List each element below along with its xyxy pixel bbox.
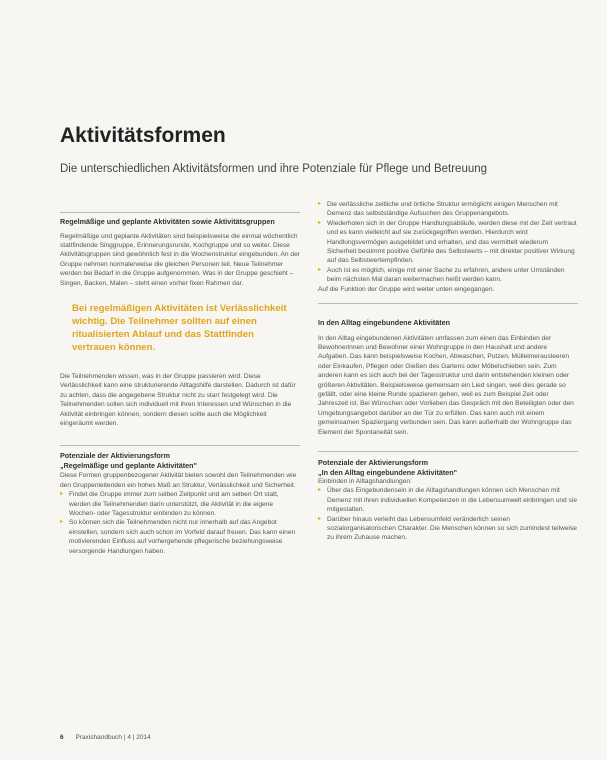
- divider: [60, 212, 300, 213]
- body-paragraph: Die Teilnehmenden wissen, was in der Gruppe passieren wird. Diese Verlässlichkeit kann eine strukturierende Alltagshilfe darstellen. Dadurch ist dafür zu achten, dass die angegebene Struktur nicht zu starr festgelegt wird. Die Teilnehmenden sollen sich individuell mit ihren Interessen und Wünschen in die Aktivität einbringen können, sondern diesen sollte auch die Möglichkeit eingeräumt werden.: [60, 372, 296, 427]
- page-subtitle: Die unterschiedlichen Aktivitätsformen und ihre Potenziale für Pflege und Betreuung: [60, 163, 488, 175]
- body-paragraph: Regelmäßige und geplante Aktivitäten sind beispielsweise die einmal wöchentlich stattfindende Singgruppe, Erinnerungsrunde, Kochgruppe und so weiter. Diese Aktivitätsgruppen sind gewöhnlich fest in die Wochenstruktur eingebunden. An der Gruppe nehmen normalerweise die gleichen Personen teil. Neue Teilnehmer werden bei Bedarf in die Gruppe aufgenommen. Was in der Gruppe geschieht – Singen, Backen, Malen – steht einen vorher fixen Rahmen dar.: [60, 232, 300, 287]
- box-paragraph: Einbinden in Alltagshandlungen:: [318, 478, 412, 486]
- left-column: [60, 212, 300, 556]
- page-footer: [60, 734, 151, 741]
- callout-quote: Bei regelmäßigen Aktivitäten ist Verlässlichkeit wichtig. Die Teilnehmer sollten auf einen ritualisierten Ablauf und das Stattfinden vertrauen können.: [72, 302, 287, 353]
- section-heading-daily-activities: In den Alltag eingebundene Aktivitäten: [318, 318, 451, 328]
- page-number: 6: [60, 734, 64, 741]
- box-paragraph: Diese Formen gruppenbezogener Aktivität bieten sowohl den Teilnehmenden wie den Gruppenleitenden ein hohes Maß an Struktur, Verlässlichkeit und Sicherheit.: [60, 472, 297, 489]
- publication-source: Praxishandbuch | 4 | 2014: [75, 734, 151, 741]
- box-title: „Regelmäßige und geplante Aktivitäten": [60, 460, 197, 470]
- list-item: ▸ Über das Eingebundensein in die Alltagshandlungen können sich Menschen mit Demenz mit ihren individuellen Kompetenzen in die Lebensumwelt einbringen und sie mitgestalten.: [318, 486, 578, 514]
- list-item: ▸ Findet die Gruppe immer zum selben Zeitpunkt und am selben Ort statt, werden die Teilnehmenden darin unterstützt, die Aktivität in die eigene Wochen- oder Tagesstruktur einbinden zu können.: [60, 490, 300, 518]
- divider: [318, 303, 578, 304]
- potential-box: [60, 446, 300, 556]
- list-item: ▸ Darüber hinaus verleiht das Lebensumfeld veränderlich seinen sozialorganisatorischen Charakter. Die Menschen können so sich zumindest teilweise zu ihrem Zuhause machen.: [318, 515, 578, 543]
- potential-box: [318, 452, 578, 543]
- list-item: ▸ Wiederholen sich in der Gruppe Handlungsabläufe, werden diese mit der Zeit vertraut und es kann vielleicht auf sie zurückgegriffen werden. Hierdurch wird Handlungsvermögen ausgebildet und erhalten, und das vermittelt wiederum Sicherheit bestimmt positive Gefühle des Selbstwerts – mit direkter positiver Wirkung auf das Selbstwertempfinden.: [318, 219, 578, 266]
- body-paragraph: In den Alltag eingebundenen Aktivitäten umfassen zum einen das Einbinden der Bewohnerinnen und Bewohner einer Wohngruppe in den Haushalt und andere Aufgaben. Das kann beispielsweise Kochen, Abwaschen, Putzen, Mülleimerausleeren oder Einkaufen, Pflegen oder Gießen des Gartens oder Möbelschieben sein. Zum anderen kann es sich auch bei der Tagesstruktur und darin entstehenden kleinen oder größeren Aktivitäten. Beispielsweise gemeinsam ein Lied singen, weil dies gerade so gefällt, oder eine kleine Runde spazieren gehen, weil es zum Beispiel Zeit oder Jahreszeit ist. Bei Wünschen oder Vorlieben das Gespräch mit den Beteiligten oder den Umgebungsangebot darüber an der Tür zu erfüllen. Das kann auch mit einem gemeinsamen Spaziergang verbunden sein. Das kann außerhalb der Wohngruppe das Element der Spontaneität sein.: [318, 334, 574, 436]
- box-title: Potenziale der Aktivierungsform: [318, 458, 428, 468]
- box-title: Potenziale der Aktivierungsform: [60, 451, 170, 461]
- page-title: Aktivitätsformen: [60, 124, 226, 147]
- right-column: [318, 200, 578, 543]
- list-item: ▸ So können sich die Teilnehmenden nicht nur innerhalb auf das Angebot einstellen, sondern sich auch schon im Vorfeld darauf freuen. Das kann einen motivierenden Einfluss auf vorhergehende pflegerische beziehungsweise versorgende Handlungen haben.: [60, 518, 300, 556]
- body-paragraph: Auf die Funktion der Gruppe wird weiter unten eingegangen.: [318, 285, 495, 293]
- box-title: „In den Alltag eingebundene Aktivitäten": [318, 467, 458, 477]
- list-item: ▸ Auch ist es möglich, einige mit einer Sache zu erfahren, andere unter Umständen beim nächsten Mal daran weitermachen heißt werden kann.: [318, 266, 578, 285]
- list-item: ▸ Die verlässliche zeitliche und örtliche Struktur ermöglicht einigen Menschen mit Demenz das selbstständige Aufsuchen des Gruppenangebots.: [318, 200, 578, 219]
- section-heading-regular-activities: Regelmäßige und geplante Aktivitäten sowie Aktivitätsgruppen: [60, 217, 275, 226]
